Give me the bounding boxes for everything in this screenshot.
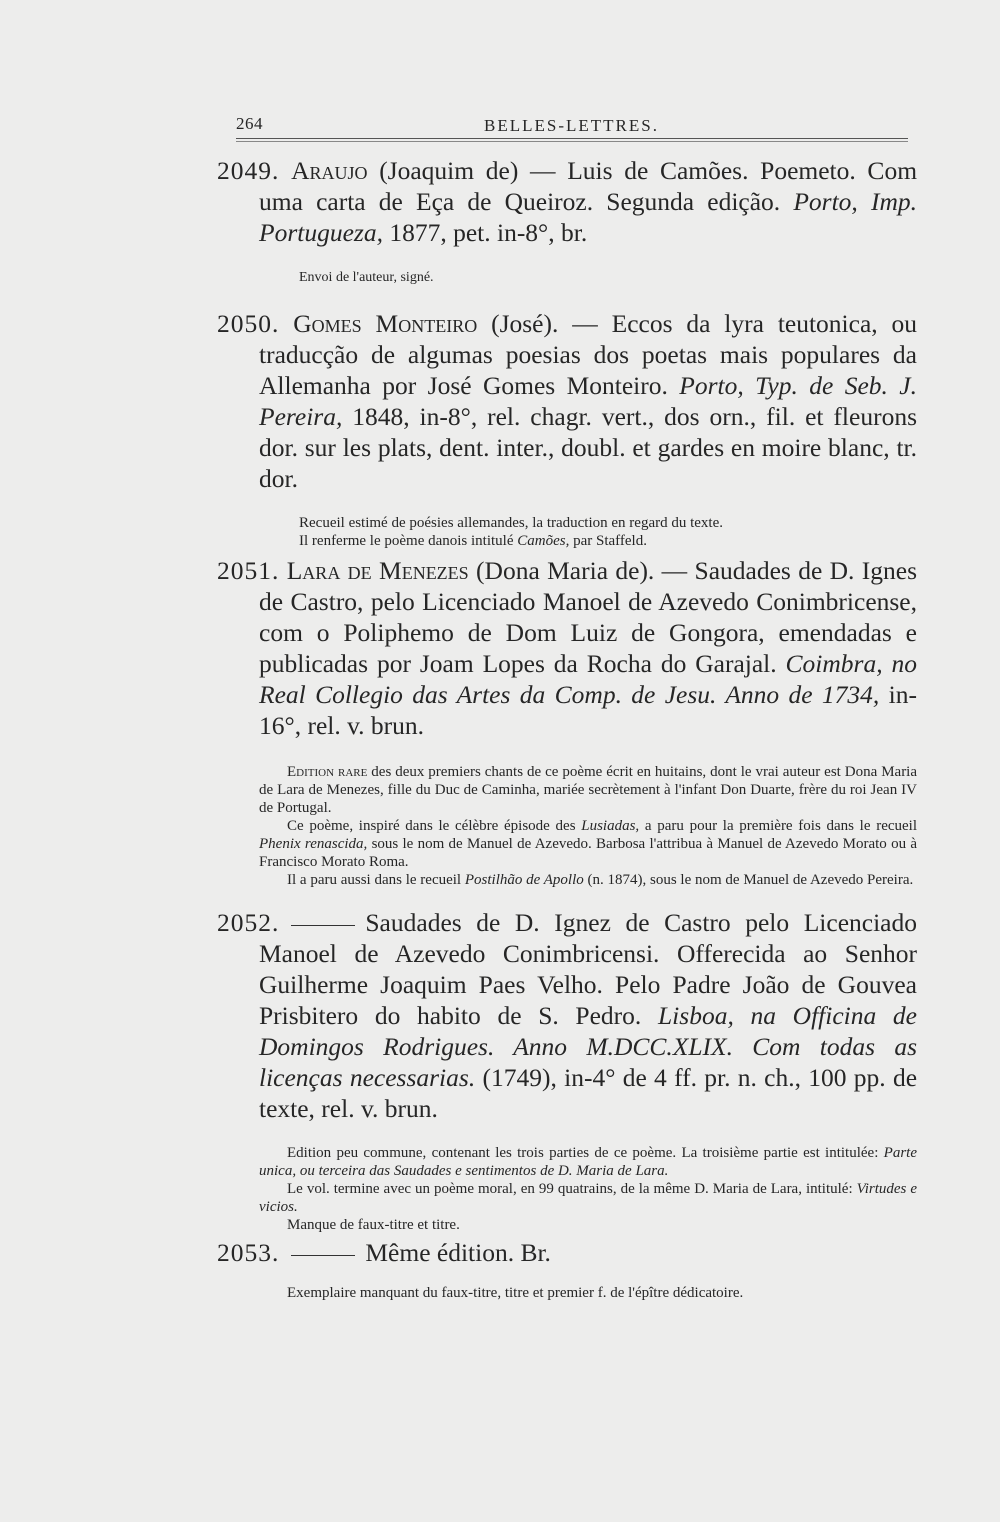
note-text: a paru pour la première fois dans le recueil [644, 818, 918, 834]
catalog-entry-2053 [217, 1237, 917, 1302]
note-text: Ce poème, inspiré dans le célèbre épisode des [287, 818, 576, 834]
entry-main-text [217, 1237, 917, 1268]
entry-author-rest: (Joaquim de) [379, 156, 519, 185]
note-text: Le vol. termine avec un poème moral, en 99 quatrains, de la même D. Maria de Lara, intitulé: [287, 1181, 853, 1197]
note-line: Exemplaire manquant du faux-titre, titre et premier f. de l'épître dédicatoire. [287, 1285, 744, 1301]
running-title: BELLES-LETTRES. [484, 116, 659, 135]
entry-number: 2050. [217, 309, 280, 338]
catalog-entry-2052 [217, 907, 917, 1234]
note-text: Il a paru aussi dans le recueil [287, 872, 462, 888]
catalog-entry-2050 [217, 308, 917, 550]
entry-note [217, 1144, 917, 1234]
entry-title: — Saudades de D. Ignes de Castro, pelo Licenciado Manoel de Azevedo Conimbricense, com o Poliphemo de Dom Luiz de Gongora, emendadas e publicadas por Joam Lopes da Rocha do Garajal. [259, 556, 917, 678]
entry-number: 2049. [217, 156, 280, 185]
entry-imprint: Porto, Imp. Portugueza, [259, 187, 917, 247]
entry-imprint: Porto, Typ. de Seb. J. Pereira, [259, 371, 917, 431]
note-text: Edition peu commune, contenant les trois parties de ce poème. La troisième partie est intitulée: [287, 1145, 879, 1161]
note-text: sous le nom de Manuel de Azevedo. Barbosa l'attribua à Manuel de Azevedo Morato ou à Francisco Morato Roma. [259, 836, 918, 870]
entry-main-text [217, 308, 917, 494]
entry-note [217, 1284, 917, 1302]
note-italic-title: Lusiadas, [581, 818, 640, 834]
entry-main-text [217, 907, 917, 1124]
entry-number: 2052. [217, 908, 280, 937]
entry-author-rest: (Dona Maria de). [476, 556, 655, 585]
entry-details: 1877, pet. in-8°, br. [389, 218, 588, 247]
note-italic-title: Postilhão de Apollo [464, 872, 584, 888]
ditto-rule [291, 925, 355, 926]
entry-note [217, 763, 917, 889]
header-rule-double [236, 141, 908, 142]
entry-imprint: Lisboa, na Officina de Domingos Rodrigues. Anno M.DCC.XLIX. Com todas as licenças necessarias. [259, 1001, 918, 1092]
entry-details: (1749), in-4° de 4 ff. pr. n. ch., 100 pp. de texte, rel. v. brun. [259, 1063, 918, 1123]
entry-author: Lara de Menezes [286, 556, 469, 585]
page-number: 264 [236, 114, 263, 133]
entry-note [217, 269, 917, 287]
catalog-entry-2051 [217, 555, 917, 889]
entry-number: 2051. [217, 556, 280, 585]
note-text: Manque de faux-titre et titre. [287, 1217, 460, 1233]
note-italic-title: Camões, [517, 533, 570, 549]
note-text: (n. 1874), sous le nom de Manuel de Azevedo Pereira. [587, 872, 914, 888]
note-text: Il renferme le poème danois intitulé [299, 533, 514, 549]
entry-title: Même édition. Br. [365, 1238, 551, 1267]
header-rule [236, 138, 908, 139]
entry-details: 1848, in-8°, rel. chagr. vert., dos orn., fil. et fleurons dor. sur les plats, dent. inter., doubl. et gardes en moire blanc, tr. dor. [259, 402, 917, 493]
note-paragraph [259, 1216, 917, 1234]
entry-number: 2053. [217, 1238, 280, 1267]
note-text: par Staffeld. [573, 533, 647, 549]
note-italic-title: Phenix renascida, [259, 836, 368, 852]
entry-main-text [217, 155, 917, 248]
note-text: des deux premiers chants de ce poème écrit en huitains, dont le vrai auteur est Dona Maria de Lara de Menezes, fille du Duc de Caminha, mariée secrètement à l'infant Don Duarte, frère du roi Jean IV de Portugal. [259, 764, 918, 816]
note-smallcaps: Edition rare [287, 764, 368, 780]
entry-title: — Eccos da lyra teutonica, ou traducção de algumas poesias dos poetas mais populares da Allemanha por José Gomes Monteiro. [259, 309, 918, 400]
entry-imprint: Coimbra, no Real Collegio das Artes da Comp. de Jesu. Anno de 1734, [259, 649, 917, 709]
note-italic-title: Parte unica, ou terceira das Saudades e sentimentos de D. Maria de Lara. [259, 1145, 917, 1179]
entry-note [217, 514, 917, 550]
entry-author-rest: (José). [491, 309, 559, 338]
entry-main-text [217, 555, 917, 741]
note-paragraph [259, 1144, 917, 1180]
catalog-entry-2049 [217, 155, 917, 287]
note-paragraph [259, 871, 917, 889]
entry-title: Saudades de D. Ignez de Castro pelo Licenciado Manoel de Azevedo Conimbricensi. Offerecida ao Senhor Guilherme Joaquim Paes Velho. Pelo Padre João de Gouvea Prisbitero do habito de S. Pedro. [259, 908, 917, 1030]
entry-details: in-16°, rel. v. brun. [259, 680, 917, 740]
note-paragraph [259, 817, 917, 871]
entry-author: Gomes Monteiro [293, 309, 478, 338]
note-line [259, 532, 917, 550]
note-paragraph [259, 763, 917, 817]
note-italic-title: Virtudes e vicios. [259, 1181, 918, 1215]
entry-author: Araujo [291, 156, 368, 185]
ditto-rule [291, 1255, 355, 1256]
page-header [236, 112, 908, 142]
note-line: Recueil estimé de poésies allemandes, la traduction en regard du texte. [299, 515, 724, 531]
note-paragraph [259, 1180, 917, 1216]
entry-title: — Luis de Camões. Poemeto. Com uma carta de Eça de Queiroz. Segunda edição. [259, 156, 918, 216]
note-line: Envoi de l'auteur, signé. [299, 270, 434, 285]
